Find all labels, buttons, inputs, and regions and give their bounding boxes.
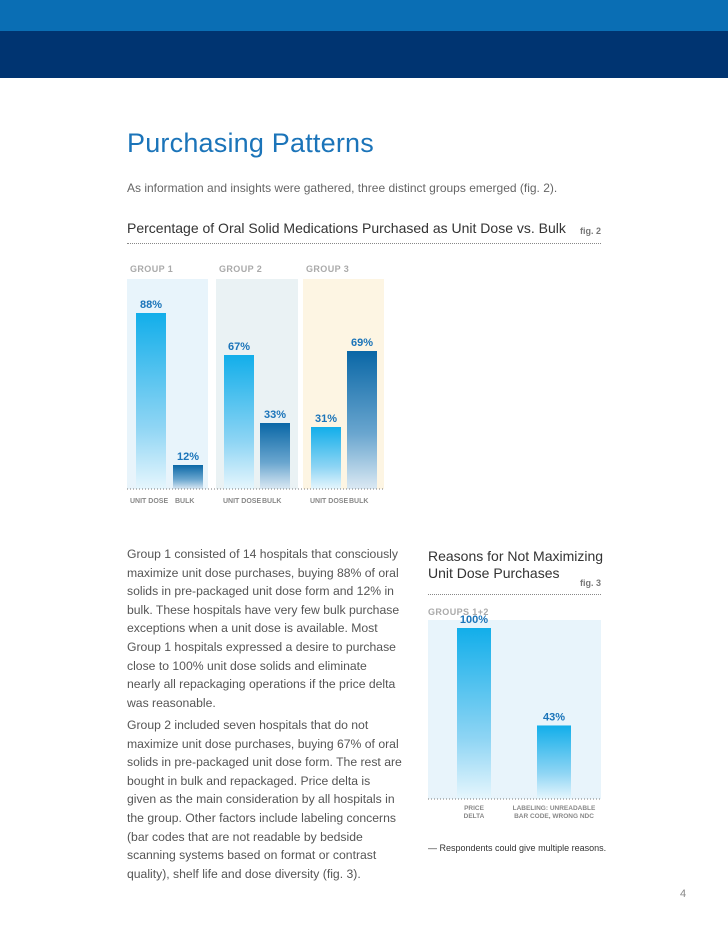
body-paragraph-1: Group 1 consisted of 14 hospitals that consciously maximize unit dose purchases, buying 88% of oral solids in pre-packaged unit dose form and 12% in bulk. These hospitals have very few bulk purchase exceptions when a unit dose is available. Most Group 1 hospitals expressed a desire to purchase close to 100% unit dose solids and eliminate nearly all repackaging operations if the price delta was reasonable.	[127, 547, 400, 710]
bar-value-label: 33%	[263, 409, 287, 421]
fig3-label: fig. 3	[580, 578, 602, 588]
bar-tick-label: UNIT DOSE	[130, 498, 169, 505]
intro-text: As information and insights were gathered, three distinct groups emerged (fig. 2).	[127, 181, 558, 195]
bar-value-label: 31%	[314, 413, 338, 425]
page-title: Purchasing Patterns	[127, 128, 374, 158]
bar-value-label: 67%	[227, 341, 251, 353]
fig3-category-label: BAR CODE, WRONG NDC	[514, 813, 594, 820]
fig3-bar-value-label: 100%	[459, 614, 489, 626]
fig3-category-label: LABELING: UNREADABLE	[512, 805, 596, 812]
fig2-group-label: GROUP 1	[130, 264, 174, 274]
bar-tick-label: BULK	[262, 498, 282, 505]
bar-value-label: 12%	[176, 451, 200, 463]
fig2-group-label: GROUP 3	[306, 264, 350, 274]
bar-tick-label: UNIT DOSE	[310, 498, 349, 505]
fig3-bar	[457, 628, 491, 799]
bar-tick-label: BULK	[349, 498, 369, 505]
bar-tick-label: UNIT DOSE	[223, 498, 262, 505]
fig3-bar	[537, 725, 571, 799]
fig2-label: fig. 2	[580, 226, 602, 236]
bar-tick-label: BULK	[175, 498, 195, 505]
fig3-category-label: DELTA	[463, 813, 485, 820]
fig2-group-label: GROUP 2	[219, 264, 263, 274]
fig3-panel	[428, 620, 601, 799]
bar-value-label: 88%	[139, 299, 163, 311]
fig3-category-label: PRICE	[464, 805, 484, 812]
page-number: 4	[680, 888, 687, 900]
fig2-heading: Percentage of Oral Solid Medications Purchased as Unit Dose vs. Bulk	[127, 220, 566, 236]
fig3-heading-line-1: Reasons for Not Maximizing	[428, 548, 604, 564]
fig3-bar-value-label: 43%	[542, 711, 566, 724]
body-paragraph-2: Group 2 included seven hospitals that do not maximize unit dose purchases, buying 67% of oral solids in pre-packaged unit dose form. The rest are bought in bulk and repackaged. Price delta is given as the main consideration by all hospitals in the group. Other factors include labeling concerns (bar codes that are not readable by bedside scanning systems based on format or contrast quality), shelf life and dose diversity (fig. 3).	[127, 718, 402, 881]
fig3-heading-line-2: Unit Dose Purchases	[428, 565, 560, 581]
bar-value-label: 69%	[350, 337, 374, 349]
fig3-group-label: GROUPS 1+2	[428, 607, 489, 617]
fig3-footnote: — Respondents could give multiple reasons.	[428, 843, 607, 853]
